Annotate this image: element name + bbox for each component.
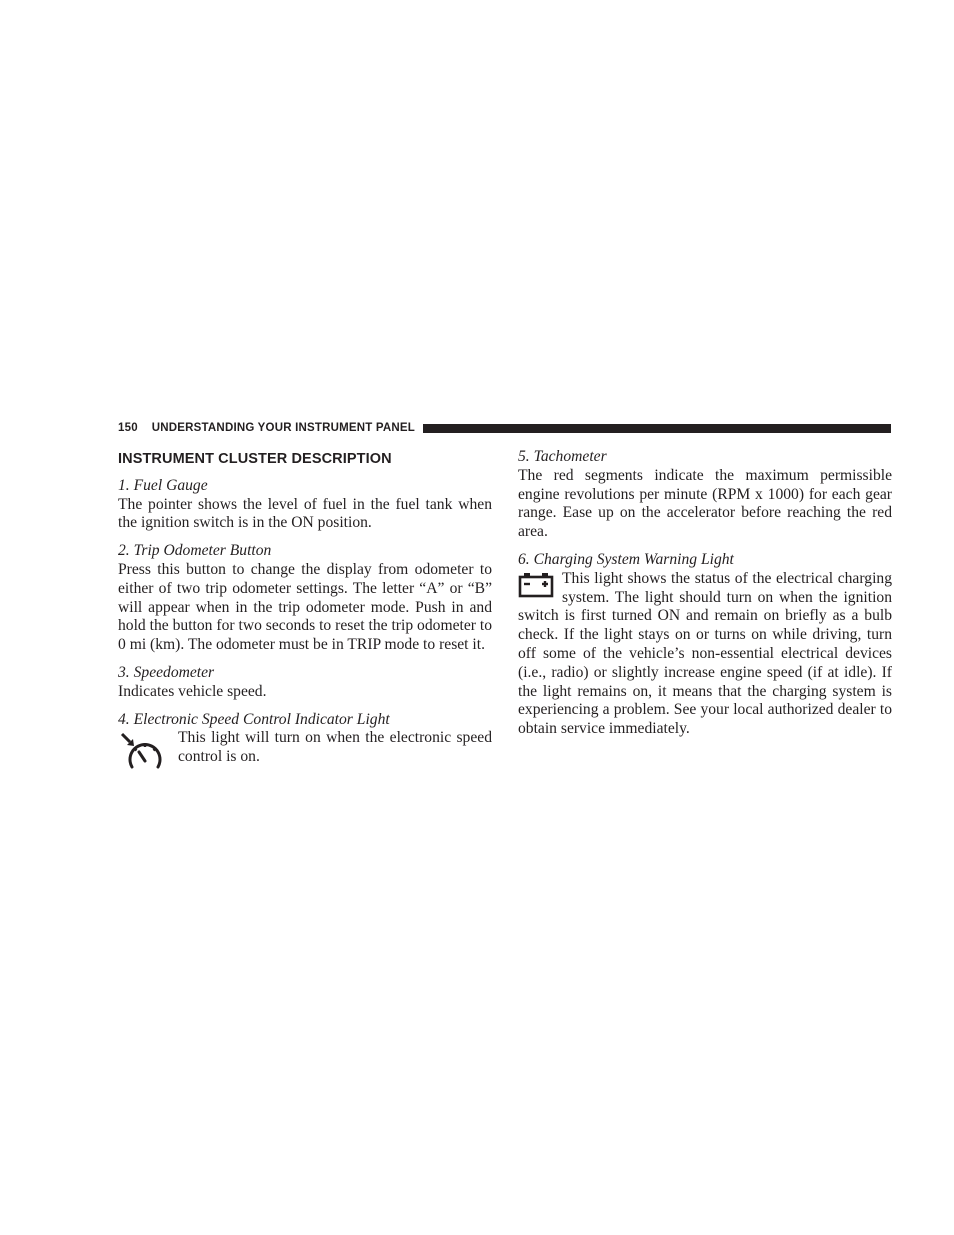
item-text: This light will turn on when the electronic speed control is on. [178,729,492,766]
item-speed-control-light [118,711,492,774]
item-title: 1. Fuel Gauge [118,476,208,494]
running-head: UNDERSTANDING YOUR INSTRUMENT PANEL [151,422,415,434]
header-rule [423,424,891,433]
left-column [118,448,492,782]
item-text: The pointer shows the level of fuel in the fuel tank when the ignition switch is in the ON position. [118,495,492,532]
item-title: 4. Electronic Speed Control Indicator Light [118,710,390,728]
item-title: 5. Tachometer [518,448,607,465]
item-text: This light shows the status of the electrical charging system. The light should turn on when the ignition switch is first turned ON and remain on briefly as a bulb check. If the light stays on or turns on while driving, turn off some of the vehicle’s non-essential electrical devices (i.e., radio) or slightly increase engine speed (if at idle). If the light remains on, it means that the charging system is experiencing a problem. See your local authorized dealer to obtain service immediately. [518,569,892,738]
page-header [118,420,891,436]
item-title: 6. Charging System Warning Light [518,550,734,568]
item-title: 3. Speedometer [118,663,215,681]
page-number: 150 [118,422,138,434]
item-text: Press this button to change the display from odometer to either of two trip odometer settings. The letter “A” or “B” will appear when in the trip odometer mode. Push in and hold the button for two seconds to reset the trip odometer to 0 mi (km). The odometer must be in TRIP mode to reset it. [118,560,492,654]
item-text: Indicates vehicle speed. [118,682,267,700]
item-tachometer [518,448,892,542]
item-fuel-gauge [118,477,492,533]
item-charging-system-light [518,551,892,739]
battery-icon [518,572,554,598]
item-title: 2. Trip Odometer Button [118,542,272,560]
item-speedometer [118,664,492,702]
speed-control-icon [118,731,166,773]
right-column [518,448,892,748]
item-trip-odometer-button [118,542,492,655]
section-title: INSTRUMENT CLUSTER DESCRIPTION [118,451,392,467]
item-text: The red segments indicate the maximum permissible engine revolutions per minute (RPM x 1000) for each gear range. Ease up on the accelerator before reaching the red area. [518,466,892,541]
